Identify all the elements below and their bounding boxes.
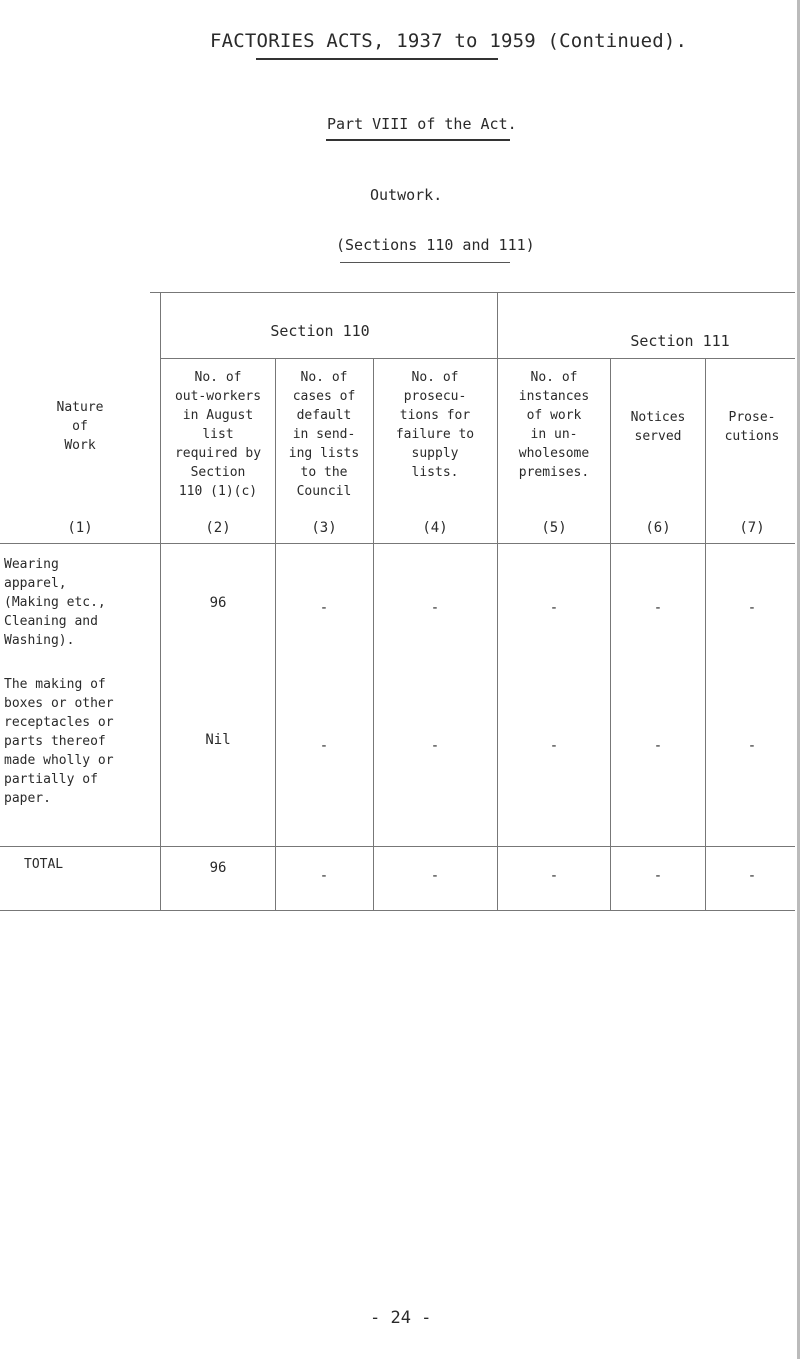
page-number: - 24 -	[370, 1308, 432, 1328]
caption-sections: (Sections 110 and 111)	[336, 236, 535, 254]
column-number-2: (2)	[205, 520, 231, 536]
column-number-3: (3)	[311, 520, 337, 536]
row2-notices: -	[653, 738, 663, 754]
column-divider-1	[160, 292, 161, 910]
column-number-7: (7)	[739, 520, 765, 536]
row1-prosecutions: -	[747, 600, 757, 616]
row1-outworkers: 96	[209, 595, 227, 611]
group-header-section-110: Section 110	[270, 322, 370, 340]
row2-outworkers: Nil	[205, 732, 231, 748]
row1-prosecutions-lists: -	[430, 600, 440, 616]
header-bottom-rule	[0, 543, 795, 544]
total-outworkers: 96	[209, 860, 227, 876]
column-divider-4	[497, 292, 498, 910]
column-number-1: (1)	[67, 520, 93, 536]
total-default-cases: -	[319, 868, 329, 884]
column-header-notices: Notices served	[630, 410, 686, 444]
column-divider-3	[373, 358, 374, 910]
caption-underline	[340, 262, 510, 263]
total-prosecutions-lists: -	[430, 868, 440, 884]
row2-unwholesome: -	[549, 738, 559, 754]
column-header-default-cases: No. of cases of default in send- ing lists to the Council	[288, 370, 360, 499]
column-number-4: (4)	[422, 520, 448, 536]
document-subtitle: Part VIII of the Act.	[327, 115, 517, 133]
column-divider-5	[610, 358, 611, 910]
total-notices: -	[653, 868, 663, 884]
group-header-rule	[160, 358, 795, 359]
row2-prosecutions: -	[747, 738, 757, 754]
body-bottom-rule	[0, 846, 795, 847]
row-label-boxes: The making of boxes or other receptacles or parts thereof made wholly or partially of paper.	[4, 677, 114, 806]
column-number-6: (6)	[645, 520, 671, 536]
title-underline	[256, 58, 498, 60]
column-header-unwholesome: No. of instances of work in un- wholesome premises.	[518, 370, 590, 480]
total-label: TOTAL	[24, 857, 64, 872]
group-header-section-111: Section 111	[630, 332, 730, 350]
row1-unwholesome: -	[549, 600, 559, 616]
row2-prosecutions-lists: -	[430, 738, 440, 754]
column-header-nature: Nature of Work	[56, 400, 104, 453]
column-header-prosecutions: Prose- cutions	[724, 410, 780, 444]
caption-outwork: Outwork.	[370, 186, 443, 204]
total-unwholesome: -	[549, 868, 559, 884]
row2-default-cases: -	[319, 738, 329, 754]
row1-notices: -	[653, 600, 663, 616]
row1-default-cases: -	[319, 600, 329, 616]
total-prosecutions: -	[747, 868, 757, 884]
column-divider-6	[705, 358, 706, 910]
total-bottom-rule	[0, 910, 795, 911]
column-header-outworkers: No. of out-workers in August list required by Section 110 (1)(c)	[174, 370, 262, 499]
table-top-rule	[150, 292, 795, 293]
document-title: FACTORIES ACTS, 1937 to 1959 (Continued).	[210, 30, 688, 52]
column-header-prosecutions-lists: No. of prosecu- tions for failure to supply lists.	[395, 370, 475, 480]
subtitle-underline	[326, 139, 510, 141]
row-label-wearing-apparel: Wearing apparel, (Making etc., Cleaning and Washing).	[4, 557, 106, 648]
column-number-5: (5)	[541, 520, 567, 536]
